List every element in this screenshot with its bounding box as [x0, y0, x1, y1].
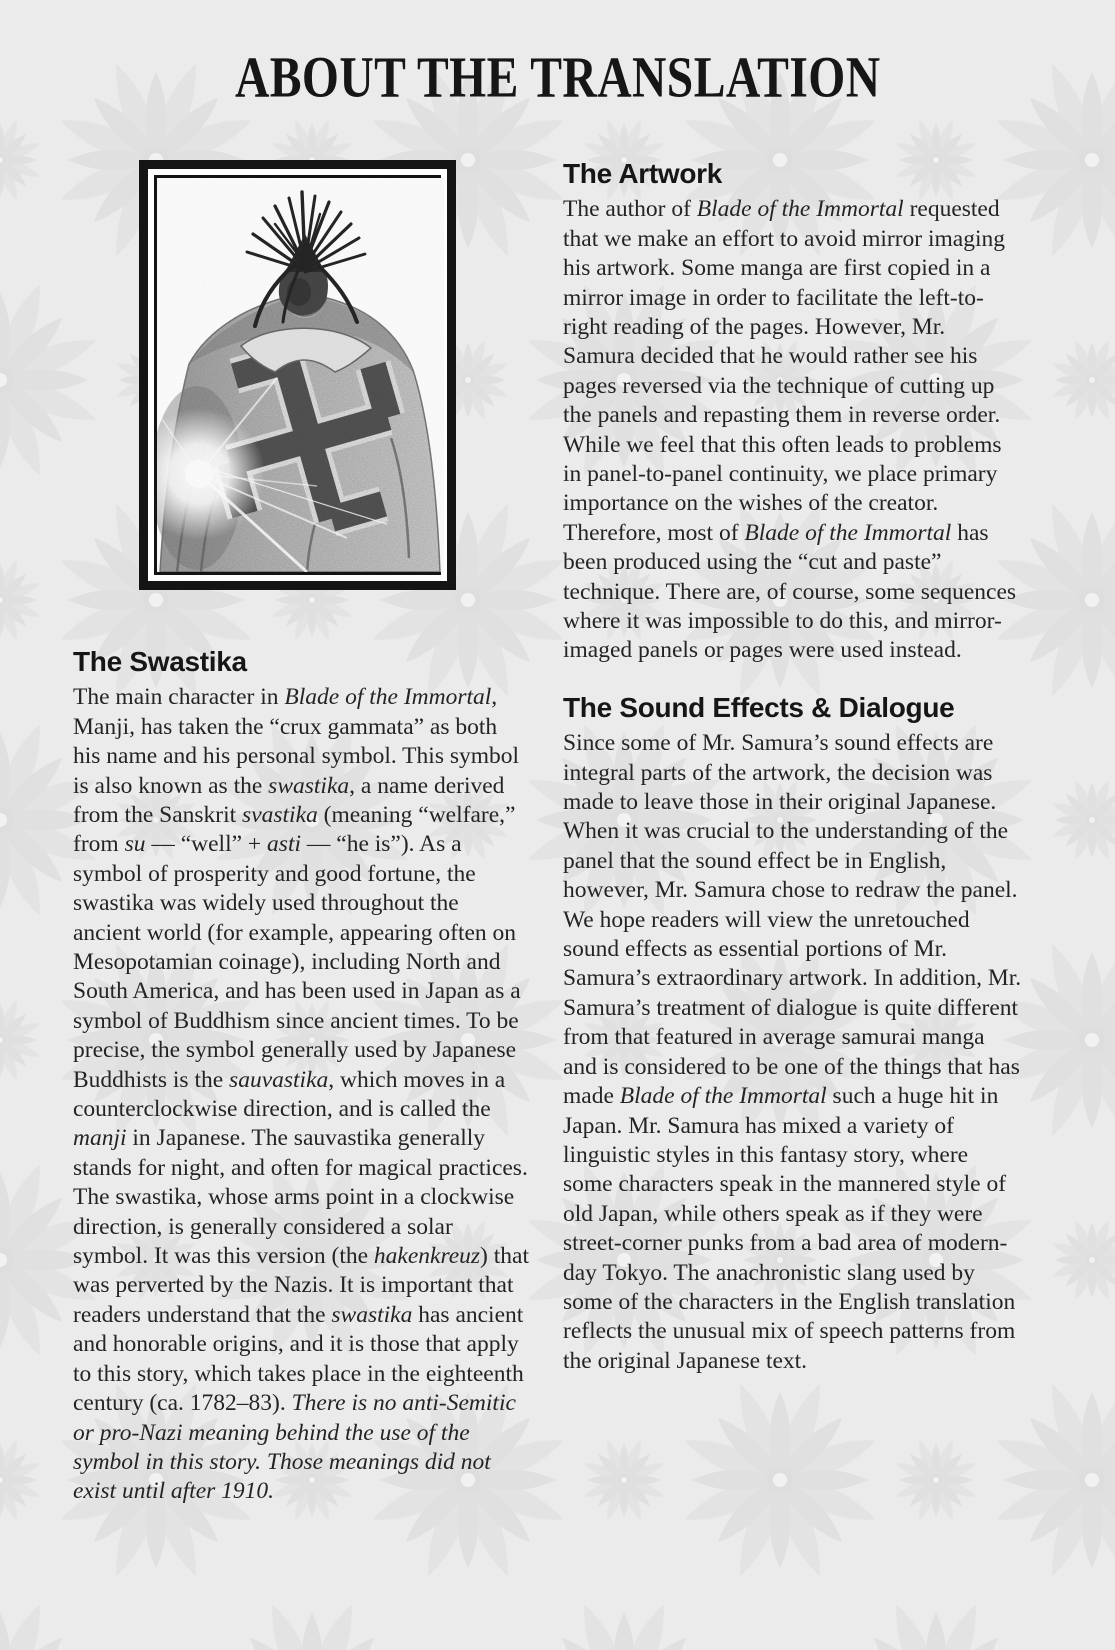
- artwork-paragraph: The author of Blade of the Immortal requested that we make an effort to avoid mirror imaging his artwork. Some manga are first copied in a mirror image in order to facilitate the left-to-right reading of the pages. However, Mr. Samura decided that he would rather see his pages reversed via the technique of cutting up the panels and repasting them in reverse order. While we feel that this often leads to problems in panel-to-panel continuity, we place primary importance on the wishes of the creator. Therefore, most of Blade of the Immortal has been produced using the “cut and paste” technique. There are, of course, some sequences where it was impossible to do this, and mirror-imaged panels or pages were used instead.: [563, 196, 1017, 664]
- book-page: [0, 45, 1115, 1507]
- content-columns: [73, 158, 1022, 1507]
- illustration-frame: [139, 160, 456, 590]
- page-title-text: ABOUT THE TRANSLATION: [234, 45, 881, 111]
- manji-illustration: [157, 178, 444, 572]
- sound-effects-heading: The Sound Effects & Dialogue: [563, 691, 955, 723]
- swastika-paragraph: The main character in Blade of the Immortal, Manji, has taken the “crux gammata” as both his name and his personal symbol. This symbol is also known as the swastika, a name derived from the Sanskrit svastika (meaning “welfare,” from su — “well” + asti — “he is”). As a symbol of prosperity and good fortune, the swastika was widely used throughout the ancient world (for example, appearing often on Mesopotamian coinage), including North and South America, and has been used in Japan as a symbol of Buddhism since ancient times. To be precise, the symbol generally used by Japanese Buddhists is the sauvastika, which moves in a counterclockwise direction, and is called the manji in Japanese. The sauvastika generally stands for night, and often for magical practices. The swastika, whose arms point in a clockwise direction, is generally considered a solar symbol. It was this version (the hakenkreuz) that was perverted by the Nazis. It is important that readers understand that the swastika has ancient and honorable origins, and it is those that apply to this story, which takes place in the eighteenth century (ca. 1782–83). There is no anti-Semitic or pro-Nazi meaning behind the use of the symbol in this story. Those meanings did not exist until after 1910.: [73, 684, 529, 1505]
- right-column: [563, 158, 1022, 1507]
- section-artwork: [563, 158, 1022, 666]
- section-sound-effects: [563, 692, 1022, 1376]
- page-title: [0, 45, 1115, 111]
- section-swastika: [73, 646, 529, 1507]
- left-column: [73, 158, 529, 1507]
- artwork-heading: The Artwork: [563, 158, 723, 189]
- sound-effects-paragraph: Since some of Mr. Samura’s sound effects are integral parts of the artwork, the decision was made to leave those in their original Japanese. When it was crucial to the understanding of the panel that the sound effect be in English, however, Mr. Samura chose to redraw the panel. We hope readers will view the unretouched sound effects as essential portions of Mr. Samura’s extraordinary artwork. In addition, Mr. Samura’s treatment of dialogue is quite different from that featured in average samurai manga and is considered to be one of the things that has made Blade of the Immortal such a huge hit in Japan. Mr. Samura has mixed a variety of linguistic styles in this fantasy story, where some characters speak in the mannered style of old Japan, while others speak as if they were street-corner punks from a bad area of modern-day Tokyo. The anachronistic slang used by some of the characters in the English translation reflects the unusual mix of speech patterns from the original Japanese text.: [563, 730, 1022, 1374]
- swastika-heading: The Swastika: [73, 646, 247, 677]
